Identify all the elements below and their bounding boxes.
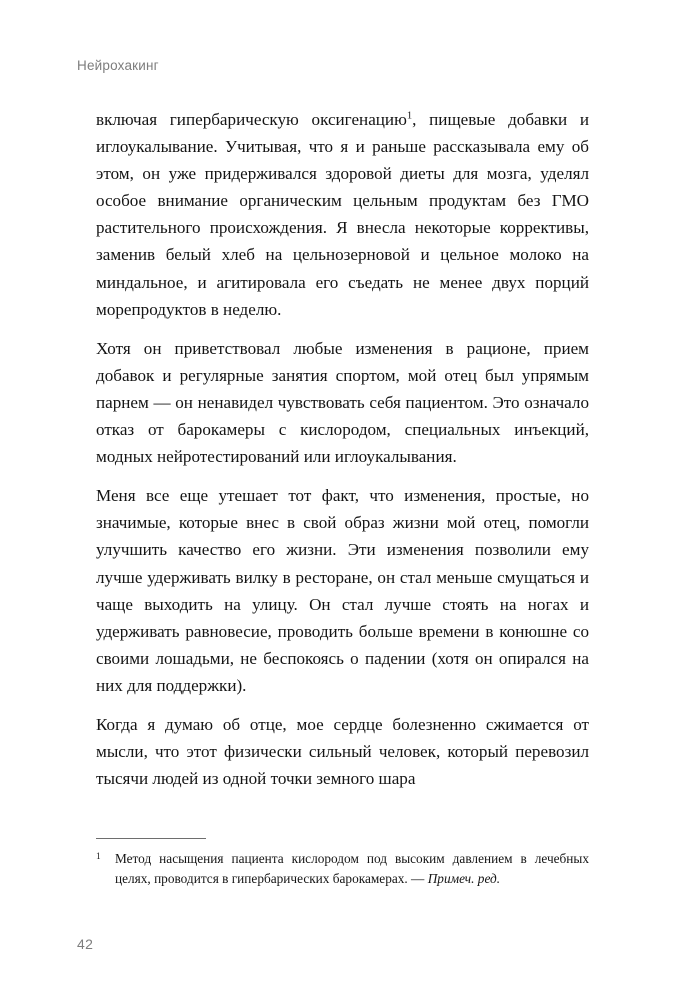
body-paragraph <box>96 106 589 323</box>
paragraph-text-before-footnote-ref: включая гипербарическую оксигенацию <box>96 110 407 129</box>
body-paragraph: Когда я думаю об отце, мое сердце болезненно сжимается от мысли, что этот физически сильный человек, который перевозил тысячи людей из одной точки земного шара <box>96 714 589 789</box>
page-number: 42 <box>77 936 94 952</box>
body-text-column <box>96 106 589 792</box>
running-header-title: Нейрохакинг <box>77 58 159 73</box>
paragraph-text-after-footnote-ref: , пищевые добавки и иглоукалывание. Учитывая, что я и раньше рассказывала ему об этом, он уже придерживался здоровой диеты для мозга, уделял особое внимание органическим цельным продуктам без ГМО растительного происхождения. Я внесла некоторые коррективы, заменив белый хлеб на цельнозерновой и цельное молоко на миндальное, и агитировала его съедать не менее двух порций морепродуктов в неделю. <box>96 110 589 319</box>
footnote-reference-marker[interactable]: 1 <box>406 110 413 122</box>
footnote-separator-rule <box>96 838 206 839</box>
footnote-item <box>96 849 589 888</box>
body-paragraph: Меня все еще утешает тот факт, что изменения, простые, но значимые, которые внес в свой образ жизни мой отец, помогли улучшить качество его жизни. Эти изменения позволили ему лучше удерживать вилку в ресторане, он стал меньше смущаться и чаще выходить на улицу. Он стал лучше стоять на ногах и удерживать равновесие, проводить больше времени в конюшне со своими лошадьми, не беспокоясь о падении (хотя он опирался на них для поддержки). <box>96 486 589 695</box>
footnote-block <box>96 838 589 888</box>
body-paragraph: Хотя он приветствовал любые изменения в рационе, прием добавок и регулярные занятия спортом, мой отец был упрямым парнем — он ненавидел чувствовать себя пациентом. Это означало отказ от барокамеры с кислородом, специальных инъекций, модных нейротестирований или иглоукалывания. <box>96 338 589 467</box>
footnote-source-attribution: Примеч. ред. <box>427 870 501 886</box>
footnote-text: Метод насыщения пациента кислородом под высоким давлением в лечебных целях, проводится в гипербарических барокамерах. — <box>115 851 589 886</box>
footnote-number-marker: 1 <box>96 851 101 861</box>
